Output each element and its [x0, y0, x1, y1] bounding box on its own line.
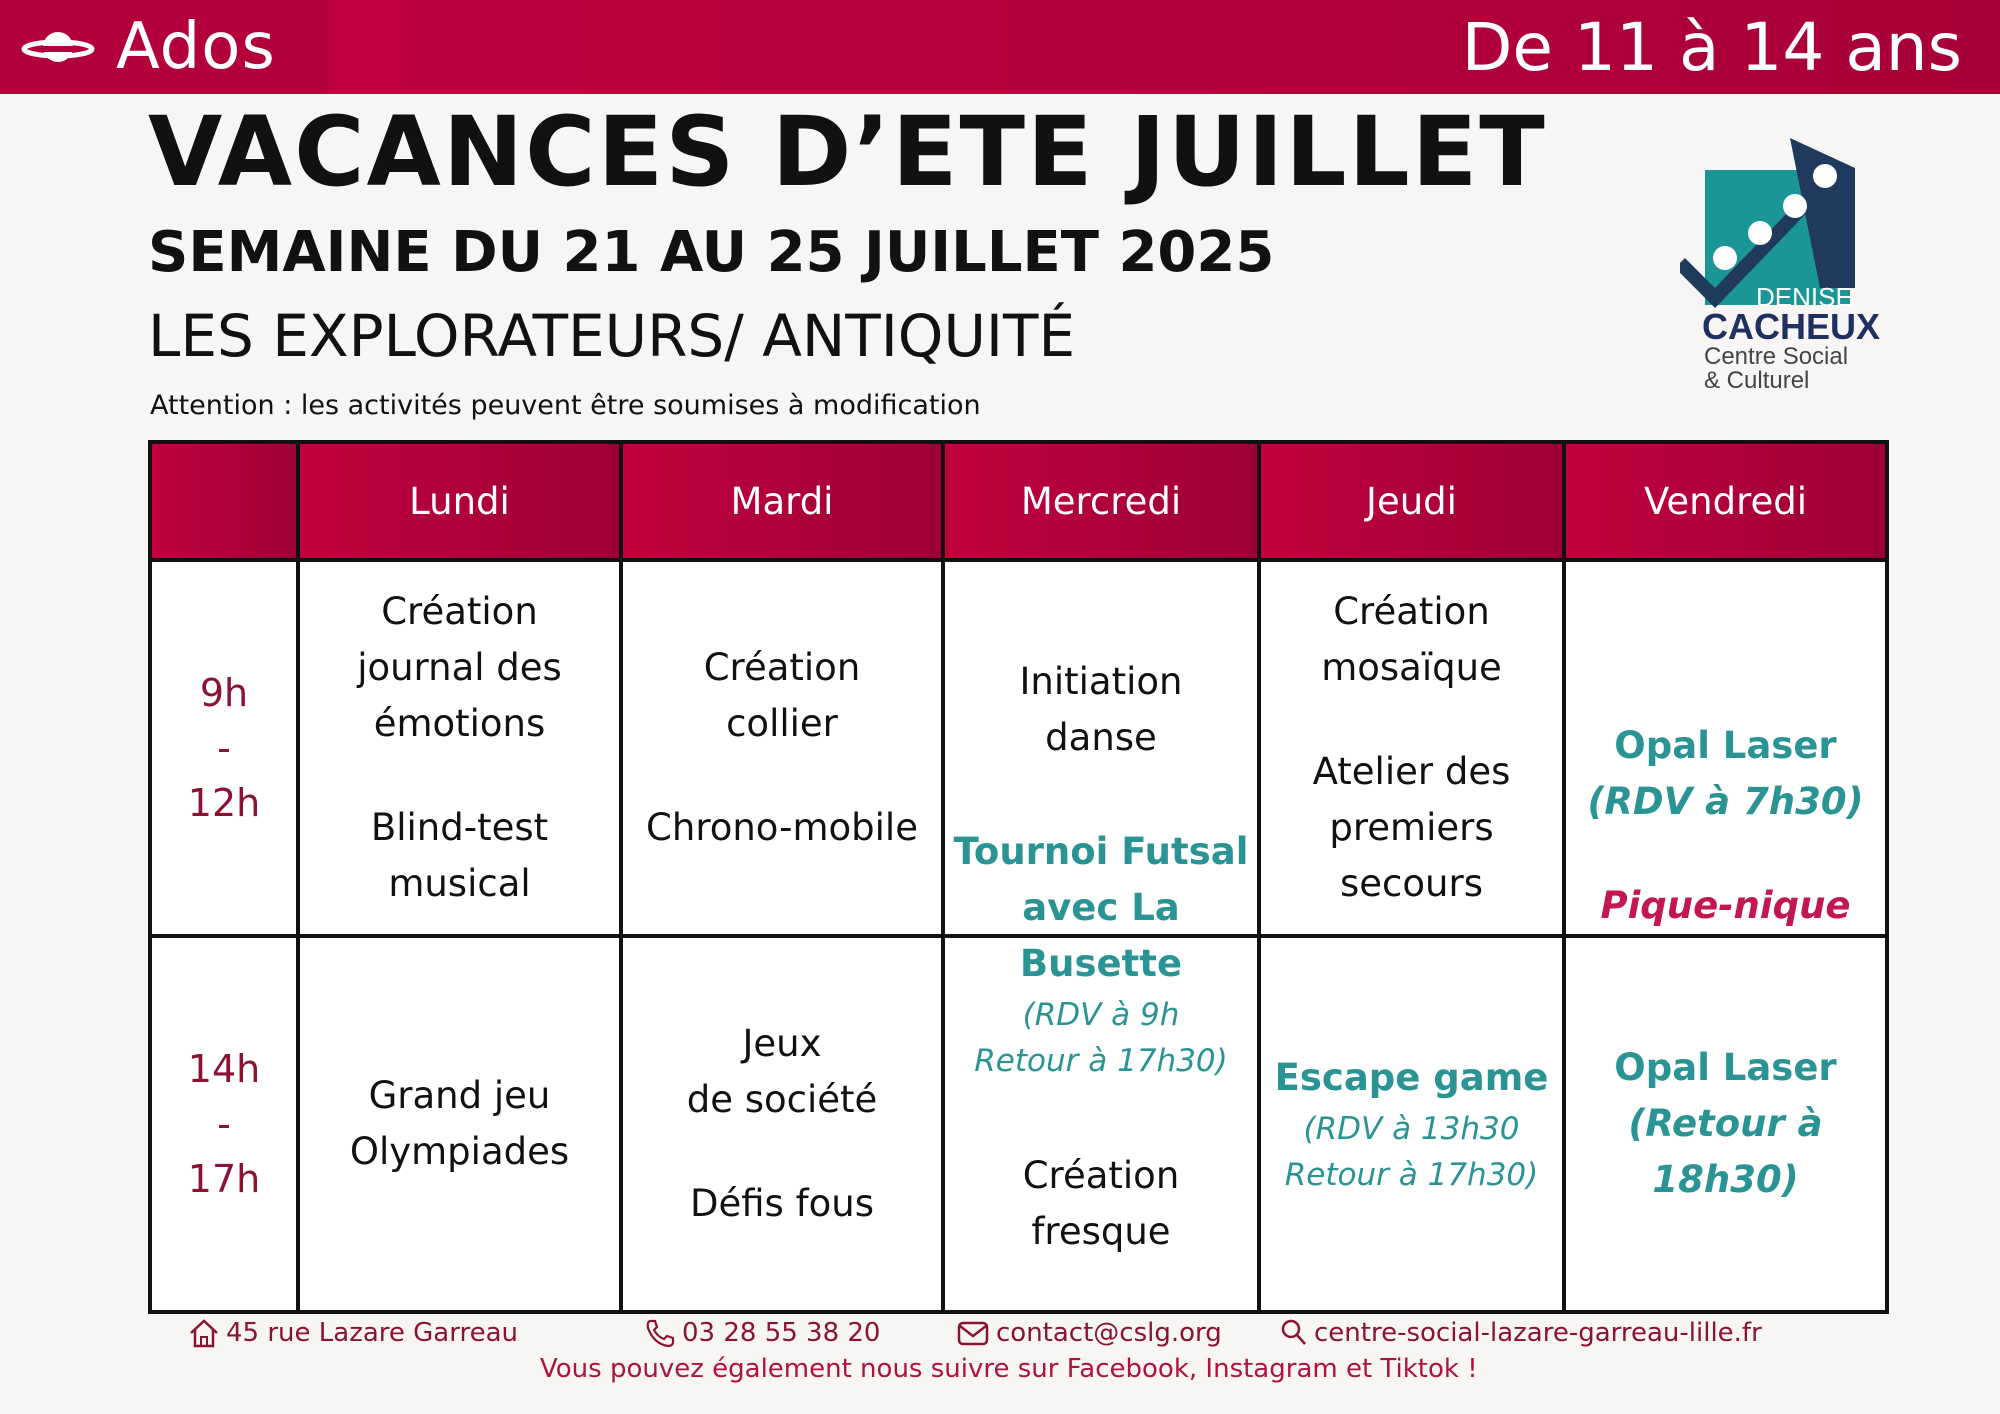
activity-text: secours [1340, 862, 1483, 905]
activity-text: Tournoi Futsal [953, 830, 1249, 873]
time-separator: - [217, 1101, 231, 1146]
activity-text: mosaïque [1321, 646, 1502, 689]
activity-text: Création [1022, 1154, 1180, 1197]
activity-text: Blind-test [370, 806, 549, 849]
day-header: Vendredi [1564, 442, 1887, 560]
page-title: VACANCES D’ETE JUILLET [148, 96, 1547, 208]
logo-text-line3: Centre Social [1704, 343, 1849, 370]
table-row [150, 560, 1887, 936]
logo-text-subtitle [1704, 345, 1848, 393]
activity-text: Atelier des [1312, 750, 1511, 793]
activity-cell [1259, 936, 1564, 1312]
corner-cell [150, 442, 298, 560]
time-end: 17h [187, 1156, 261, 1201]
activity-text: Opal Laser [1614, 1046, 1837, 1089]
footer-website [1280, 1318, 1762, 1348]
activity-cell [298, 560, 621, 936]
mail-icon [956, 1318, 990, 1348]
footer-address [188, 1318, 518, 1348]
phone-text: 03 28 55 38 20 [682, 1318, 881, 1348]
activity-cell [621, 936, 943, 1312]
activity-cell [1564, 936, 1887, 1312]
website-link[interactable]: centre-social-lazare-garreau-lille.fr [1314, 1318, 1762, 1348]
activity-cell [943, 560, 1259, 1079]
activity-cell [621, 560, 943, 936]
footer-phone [644, 1318, 880, 1348]
age-badge [0, 0, 328, 94]
week-subtitle: SEMAINE DU 21 AU 25 JUILLET 2025 [148, 220, 1275, 285]
planet-icon [20, 22, 96, 72]
activity-text: Olympiades [349, 1130, 570, 1173]
activity-text: journal des [357, 646, 562, 689]
activity-text: Création [1333, 590, 1490, 633]
table-header-row [150, 442, 1887, 560]
day-header: Mardi [621, 442, 943, 560]
home-icon [188, 1318, 220, 1348]
activity-text: Grand jeu [368, 1074, 551, 1117]
day-header: Jeudi [1259, 442, 1564, 560]
age-range: De 11 à 14 ans [1461, 8, 1962, 86]
badge-label: Ados [116, 10, 276, 84]
activity-text: de société [686, 1078, 878, 1121]
activity-cell [298, 936, 621, 1312]
activity-text: Jeux [742, 1022, 822, 1065]
activity-text: Chrono-mobile [646, 806, 918, 849]
social-follow-text: Vous pouvez également nous suivre sur Facebook, Instagram et Tiktok ! [540, 1354, 1478, 1384]
activity-text: Escape game [1274, 1056, 1549, 1099]
activity-text: Busette [1019, 942, 1183, 985]
theme-title: LES EXPLORATEURS/ ANTIQUITÉ [148, 302, 1076, 370]
activity-text: (RDV à 7h30) [1587, 780, 1864, 823]
activity-text: 18h30) [1652, 1158, 1799, 1201]
activity-text: musical [388, 862, 531, 905]
logo-text-denise: DENISE [1756, 282, 1853, 312]
activity-cell [1259, 560, 1564, 936]
address-text: 45 rue Lazare Garreau [226, 1318, 518, 1348]
time-start: 9h [199, 670, 249, 715]
day-header: Lundi [298, 442, 621, 560]
activity-text: fresque [1031, 1210, 1171, 1253]
activity-cell [1564, 560, 1887, 936]
time-start: 14h [187, 1046, 261, 1091]
time-end: 12h [187, 780, 261, 825]
footer-email [956, 1318, 1222, 1348]
activity-text: avec La [1022, 886, 1180, 929]
activity-text: collier [726, 702, 838, 745]
time-slot-morning [150, 560, 298, 936]
activity-text: (Retour à [1628, 1102, 1823, 1145]
email-text[interactable]: contact@cslg.org [996, 1318, 1222, 1348]
activity-text: Création [381, 590, 538, 633]
time-separator: - [217, 725, 231, 770]
activity-text: émotions [373, 702, 546, 745]
time-slot-afternoon [150, 936, 298, 1312]
activity-text: (RDV à 9h [1022, 997, 1180, 1033]
logo-text-line4: & Culturel [1704, 367, 1810, 394]
activity-text: Opal Laser [1614, 724, 1837, 767]
activity-text: premiers [1329, 806, 1494, 849]
modification-note: Attention : les activités peuvent être soumises à modification [150, 390, 981, 421]
activity-text: (RDV à 13h30 [1303, 1111, 1520, 1147]
activity-text: Création [703, 646, 861, 689]
activity-text: Pique-nique [1600, 884, 1851, 927]
activity-text: Retour à 17h30) [974, 1043, 1228, 1079]
phone-icon [644, 1318, 676, 1348]
activity-text: Retour à 17h30) [1284, 1157, 1539, 1193]
activity-text: Initiation [1019, 660, 1183, 703]
day-header: Mercredi [943, 442, 1259, 560]
activity-text: Défis fous [690, 1182, 874, 1225]
logo-text-cacheux: CACHEUX [1702, 306, 1881, 347]
search-icon [1280, 1318, 1308, 1348]
activity-text: danse [1045, 716, 1157, 759]
schedule-table [148, 440, 1889, 1314]
